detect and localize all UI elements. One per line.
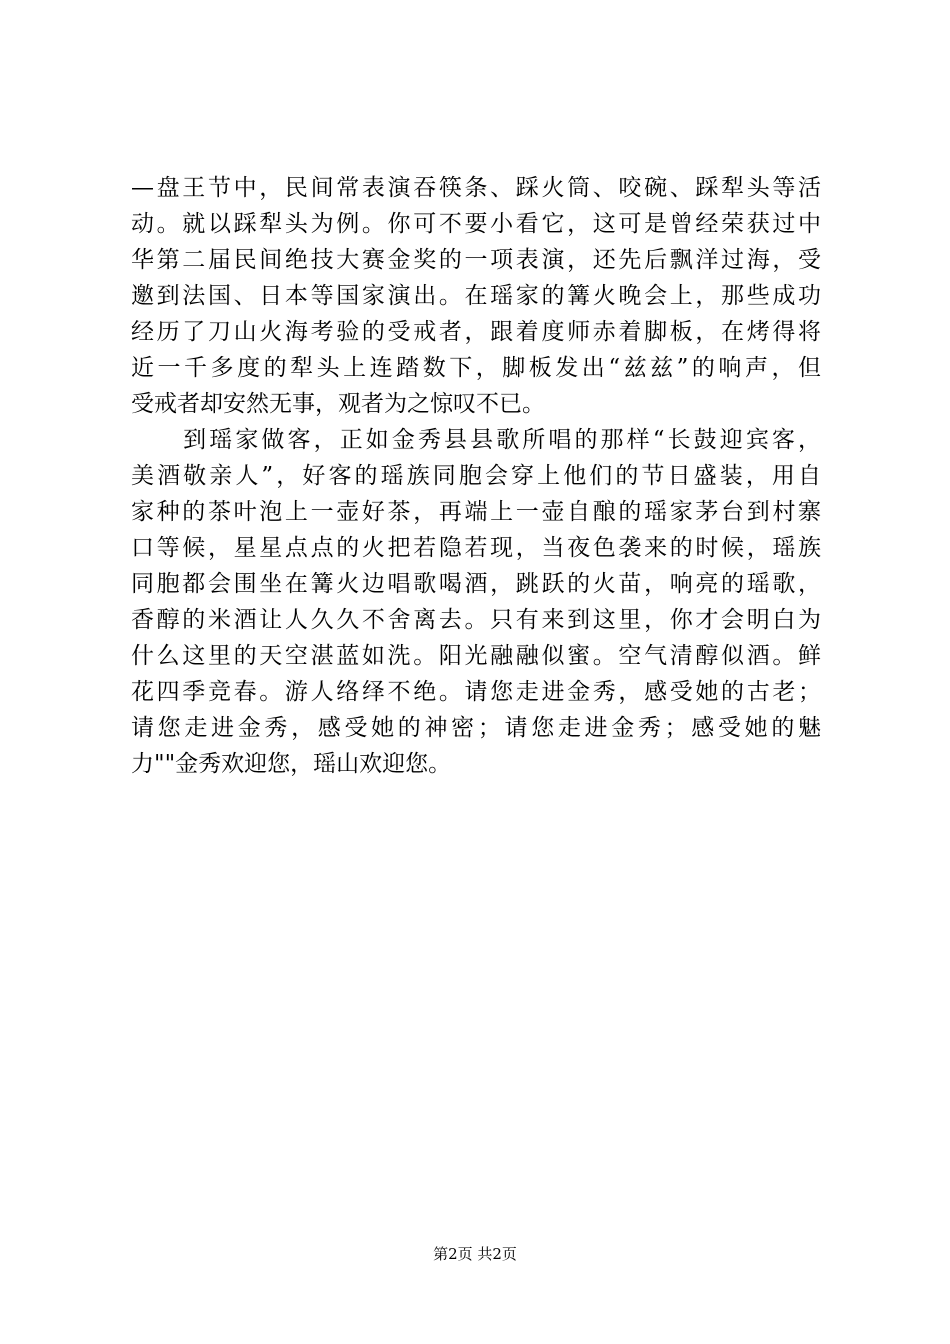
text-line: —盘王节中，民间常表演吞筷条、踩火筒、咬碗、踩犁头等活 (131, 175, 821, 201)
text-line: 邀到法国、日本等国家演出。在瑶家的篝火晚会上，那些成功 (131, 283, 821, 309)
page-number-footer: 第2页 共2页 (433, 1245, 517, 1263)
body-text (131, 170, 821, 782)
text-line: 同胞都会围坐在篝火边唱歌喝酒，跳跃的火苗，响亮的瑶歌， (131, 571, 821, 597)
text-line: 美酒敬亲人”，好客的瑶族同胞会穿上他们的节日盛装，用自 (131, 463, 821, 489)
text-line: 动。就以踩犁头为例。你可不要小看它，这可是曾经荣获过中 (131, 211, 821, 237)
text-line: 到瑶家做客，正如金秀县县歌所唱的那样“长鼓迎宾客， (131, 427, 821, 453)
text-line: 受戒者却安然无事，观者为之惊叹不已。 (131, 391, 545, 417)
text-line: 华第二届民间绝技大赛金奖的一项表演，还先后飘洋过海，受 (131, 247, 821, 273)
text-line: 请您走进金秀，感受她的神密；请您走进金秀；感受她的魅 (131, 715, 821, 741)
text-line: 近一千多度的犁头上连踏数下，脚板发出“兹兹”的响声，但 (131, 355, 821, 381)
text-line: 什么这里的天空湛蓝如洗。阳光融融似蜜。空气清醇似酒。鲜 (131, 643, 821, 669)
text-line: 力""金秀欢迎您，瑶山欢迎您。 (131, 751, 452, 777)
text-line: 口等候，星星点点的火把若隐若现，当夜色袭来的时候，瑶族 (131, 535, 821, 561)
text-line: 经历了刀山火海考验的受戒者，跟着度师赤着脚板，在烤得将 (131, 319, 821, 345)
text-line: 家种的茶叶泡上一壶好茶，再端上一壶自酿的瑶家茅台到村寨 (131, 499, 821, 525)
text-line: 香醇的米酒让人久久不舍离去。只有来到这里，你才会明白为 (131, 607, 821, 633)
text-line: 花四季竞春。游人络绎不绝。请您走进金秀，感受她的古老； (131, 679, 821, 705)
